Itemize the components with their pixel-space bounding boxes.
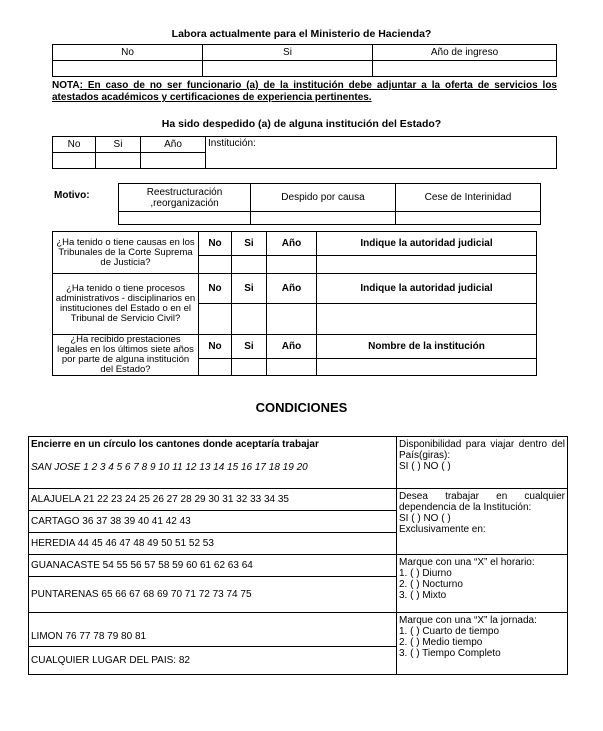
q1-table <box>52 44 557 77</box>
judicial-extra-header-1: Indique la autoridad judicial <box>317 232 537 256</box>
dependencia-cell <box>397 489 568 555</box>
dependencia-options[interactable]: SI ( ) NO ( ) <box>399 513 451 524</box>
judicial-anio-cell-2[interactable] <box>267 304 317 335</box>
horario-cell <box>397 555 568 613</box>
q2-no-cell[interactable] <box>53 153 96 169</box>
condiciones-table <box>28 436 568 675</box>
judicial-no-header-2: No <box>199 274 232 304</box>
judicial-extra-cell-3[interactable] <box>317 359 537 376</box>
q2-si-header: Si <box>96 137 141 153</box>
judicial-si-cell-1[interactable] <box>232 256 267 274</box>
condiciones-title: CONDICIONES <box>255 400 348 415</box>
jornada-cuarto[interactable]: 1. ( ) Cuarto de tiempo <box>399 626 500 637</box>
motivo-table <box>118 183 541 225</box>
judicial-question-3: ¿Ha recibido prestaciones legales en los últimos siete años por parte de alguna institución del Estado? <box>53 335 199 376</box>
jornada-cell <box>397 613 568 675</box>
judicial-no-header-3: No <box>199 335 232 359</box>
judicial-question-2: ¿Ha tenido o tiene procesos administrativos - disciplinarios en instituciones del Estado o en el Tribunal de Servicio Civil? <box>53 274 199 335</box>
judicial-no-cell-2[interactable] <box>199 304 232 335</box>
province-heredia[interactable]: HEREDIA 44 45 46 47 48 49 50 51 52 53 <box>29 533 397 555</box>
province-alajuela[interactable]: ALAJUELA 21 22 23 24 25 26 27 28 29 30 31 32 33 34 35 <box>29 489 397 511</box>
viajar-text: Disponibilidad para viajar dentro del País(giras): <box>399 439 565 461</box>
horario-text: Marque con una “X” el horario: <box>399 557 535 568</box>
judicial-si-header-2: Si <box>232 274 267 304</box>
motivo-reestructuracion-cell[interactable] <box>119 212 251 225</box>
province-guanacaste[interactable]: GUANACASTE 54 55 56 57 58 59 60 61 62 63 64 <box>29 555 397 577</box>
judicial-table <box>52 231 537 376</box>
judicial-anio-header-2: Año <box>267 274 317 304</box>
horario-nocturno[interactable]: 2. ( ) Nocturno <box>399 579 463 590</box>
judicial-anio-header-1: Año <box>267 232 317 256</box>
motivo-cese-header: Cese de Interinidad <box>396 184 541 212</box>
q2-anio-header: Año <box>141 137 206 153</box>
judicial-anio-cell-1[interactable] <box>267 256 317 274</box>
jornada-text: Marque con una “X” la jornada: <box>399 615 537 626</box>
province-sanjose[interactable]: SAN JOSE 1 2 3 4 5 6 7 8 9 10 11 12 13 14 15 16 17 18 19 20 <box>31 462 308 473</box>
jornada-medio[interactable]: 2. ( ) Medio tiempo <box>399 637 483 648</box>
nota-label: NOTA <box>52 80 80 91</box>
q1-anio-cell[interactable] <box>373 61 557 77</box>
motivo-despido-header: Despido por causa <box>251 184 396 212</box>
q1-title: Labora actualmente para el Ministerio de Hacienda? <box>171 28 432 40</box>
judicial-si-cell-3[interactable] <box>232 359 267 376</box>
nota-text <box>52 80 557 104</box>
province-cartago[interactable]: CARTAGO 36 37 38 39 40 41 42 43 <box>29 511 397 533</box>
q1-no-cell[interactable] <box>53 61 203 77</box>
province-limon[interactable]: LIMON 76 77 78 79 80 81 <box>29 613 397 647</box>
q2-title: Ha sido despedido (a) de alguna institución del Estado? <box>161 118 442 130</box>
judicial-question-1: ¿Ha tenido o tiene causas en los Tribunales de la Corte Suprema de Justicia? <box>53 232 199 274</box>
judicial-anio-cell-3[interactable] <box>267 359 317 376</box>
judicial-anio-header-3: Año <box>267 335 317 359</box>
q1-si-header: Si <box>203 45 373 61</box>
horario-mixto[interactable]: 3. ( ) Mixto <box>399 590 447 601</box>
motivo-reestructuracion-header: Reestructuración ,reorganización <box>119 184 251 212</box>
dependencia-text: Desea trabajar en cualquier dependencia de la Institución: <box>399 491 565 513</box>
province-puntarenas[interactable]: PUNTARENAS 65 66 67 68 69 70 71 72 73 74 75 <box>29 577 397 613</box>
viajar-options[interactable]: SI ( ) NO ( ) <box>399 461 451 472</box>
cantones-cell-sanjose <box>29 437 397 489</box>
dependencia-exclusivamente[interactable]: Exclusivamente en: <box>399 524 486 535</box>
nota-body: : En caso de no ser funcionario (a) de la institución debe adjuntar a la oferta de servicios los atestados académicos y certificaciones de experiencia pertinentes. <box>52 80 557 103</box>
motivo-despido-cell[interactable] <box>251 212 396 225</box>
q1-no-header: No <box>53 45 203 61</box>
province-cualquier-lugar[interactable]: CUALQUIER LUGAR DEL PAIS: 82 <box>29 647 397 675</box>
q2-anio-cell[interactable] <box>141 153 206 169</box>
judicial-no-cell-3[interactable] <box>199 359 232 376</box>
q1-anio-header: Año de ingreso <box>373 45 557 61</box>
q2-institucion-field[interactable] <box>206 137 557 169</box>
motivo-cese-cell[interactable] <box>396 212 541 225</box>
judicial-extra-header-2: Indique la autoridad judicial <box>317 274 537 304</box>
cantones-header: Encierre en un círculo los cantones donde aceptaría trabajar <box>31 439 319 450</box>
motivo-label: Motivo: <box>54 190 90 201</box>
judicial-extra-header-3: Nombre de la institución <box>317 335 537 359</box>
q1-si-cell[interactable] <box>203 61 373 77</box>
judicial-no-cell-1[interactable] <box>199 256 232 274</box>
q2-no-header: No <box>53 137 96 153</box>
judicial-si-header-3: Si <box>232 335 267 359</box>
judicial-extra-cell-2[interactable] <box>317 304 537 335</box>
q2-institucion-label: Institución: <box>208 138 256 149</box>
viajar-cell <box>397 437 568 489</box>
horario-diurno[interactable]: 1. ( ) Diurno <box>399 568 452 579</box>
q2-si-cell[interactable] <box>96 153 141 169</box>
jornada-completo[interactable]: 3. ( ) Tiempo Completo <box>399 648 501 659</box>
judicial-no-header-1: No <box>199 232 232 256</box>
judicial-si-cell-2[interactable] <box>232 304 267 335</box>
judicial-si-header-1: Si <box>232 232 267 256</box>
q2-table <box>52 136 557 169</box>
judicial-extra-cell-1[interactable] <box>317 256 537 274</box>
